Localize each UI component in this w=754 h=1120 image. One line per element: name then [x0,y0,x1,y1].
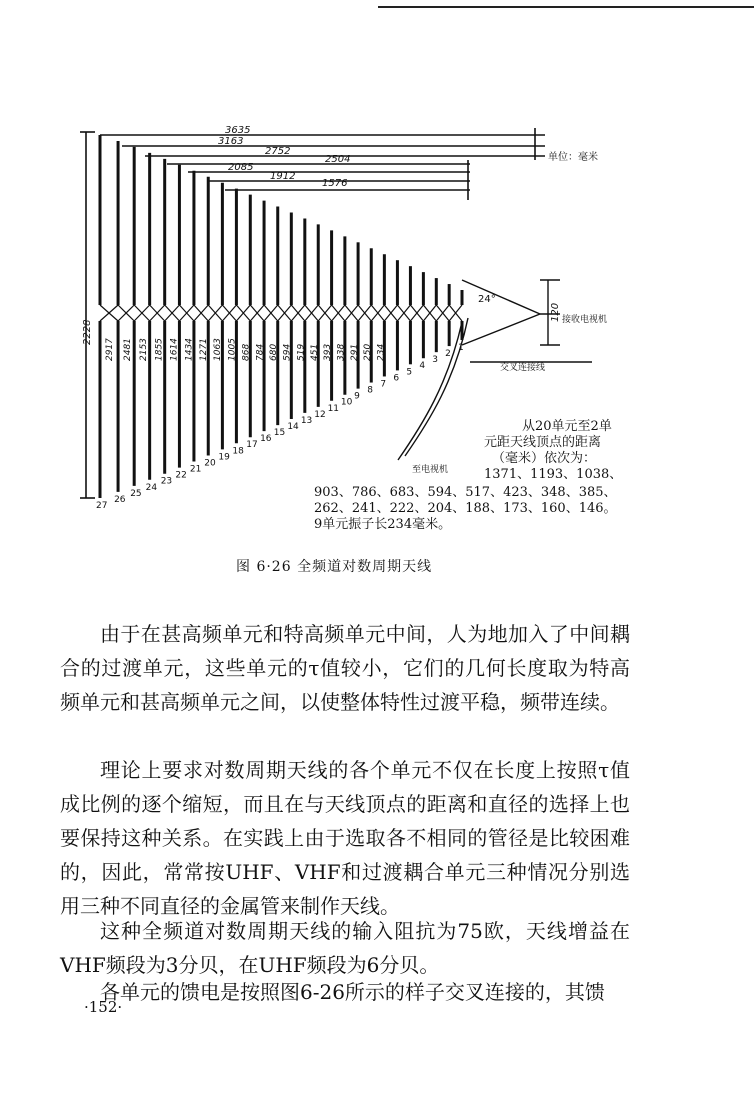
paragraph-4: 各单元的馈电是按照图6-26所示的样子交叉连接的，其馈 [100,980,605,1004]
element-number: 9 [354,391,360,402]
note-line-6: 262、241、222、204、188、173、160、146。 [314,501,617,516]
note-line-1: 从20单元至2单 [522,419,612,434]
note-line-2: 元距天线顶点的距离 [484,435,602,450]
feeder-out-label: 接收电视机 [562,315,608,325]
dim-2752: 2752 [265,146,291,157]
element-length: 291 [349,343,360,361]
dim-3635: 3635 [225,125,251,136]
paragraph-2: 理论上要求对数周期天线的各个单元不仅在长度上按照τ值成比例的逐个缩短，而且在与天线顶点的距离和直径的选择上也要保持这种关系。在实践上由于选取各不相同的管径是比较困难的，因此，常常按UHF、VHF和过渡耦合单元三种情况分别选用三种不同直径的金属管来制作天线。 [60,758,630,918]
element-length: 2917 [105,338,115,361]
dim-1912: 1912 [270,171,296,182]
element-number: 18 [232,446,244,457]
dim-3163: 3163 [218,136,244,147]
element-number: 2 [445,349,451,360]
element-number: 26 [114,494,126,505]
element-length: 1855 [154,338,165,361]
element-number: 5 [406,367,413,378]
element-length: 1614 [169,338,180,361]
element-number: 11 [327,403,340,414]
element-length: 338 [336,343,347,361]
element-number: 15 [273,428,286,439]
element-number: 12 [314,409,326,420]
note-line-7: 9单元振子长234毫米。 [314,517,452,532]
element-number: 20 [204,458,216,469]
element-number: 1 [458,343,464,353]
element-number: 24 [145,482,158,493]
element-length: 393 [323,343,334,361]
element-number: 19 [218,452,230,463]
element-length: 234 [376,343,387,361]
angle-label: 24° [478,294,496,305]
element-number: 22 [175,470,187,481]
element-number: 7 [380,379,387,390]
dim-2228: 2228 [82,319,93,345]
element-length: 451 [309,343,320,361]
note-line-4: 1371、1193、1038、 [484,467,623,482]
element-number: 8 [367,385,373,396]
element-number: 3 [432,355,439,366]
element-length: 1434 [184,338,195,361]
element-length: 519 [296,343,307,361]
element-length: 784 [255,343,266,361]
element-length: 1063 [213,338,224,361]
element-number: 4 [419,361,426,372]
element-number: 6 [393,373,400,384]
element-number: 17 [246,440,258,451]
feeder-in-label: 至电视机 [412,465,449,475]
note-line-3: （毫米）依次为： [492,451,597,466]
paragraph-1: 由于在甚高频单元和特高频单元中间，人为地加入了中间耦合的过渡单元，这些单元的τ值较小，它们的几何长度取为特高频单元和甚高频单元之间，以使整体特性过渡平稳，频带连续。 [60,622,630,714]
element-length: 868 [241,343,252,361]
dim-120: 120 [550,302,561,322]
unit-label: 单位：毫米 [548,152,598,163]
element-length: 1005 [227,338,238,361]
paragraph-3: 这种全频道对数周期天线的输入阻抗为75欧，天线增益在VHF频段为3分贝，在UHF频段为6分贝。 [60,919,630,977]
figure-caption: 图 6·26 全频道对数周期天线 [236,559,433,575]
element-number: 23 [160,476,173,487]
element-length: 2153 [139,338,150,361]
element-number: 27 [96,501,108,511]
element-number: 10 [340,397,353,408]
note-line-5: 903、786、683、594、517、423、348、385、 [314,485,617,500]
element-number: 14 [287,422,299,432]
element-length: 2481 [123,338,134,361]
element-number: 13 [300,415,313,426]
element-number: 21 [189,464,202,475]
dim-1576: 1576 [322,178,348,189]
element-length: 680 [269,343,280,361]
page-number: ·152· [84,998,123,1016]
element-length: 250 [363,343,374,361]
dim-2085: 2085 [228,162,254,173]
figure-note [314,419,622,532]
dim-2504: 2504 [325,154,351,165]
element-length: 594 [282,343,293,361]
element-length: 1271 [198,338,209,361]
cross-conn-label: 交叉连接线 [500,363,546,373]
element-number: 16 [260,434,272,445]
element-number: 25 [130,488,142,499]
